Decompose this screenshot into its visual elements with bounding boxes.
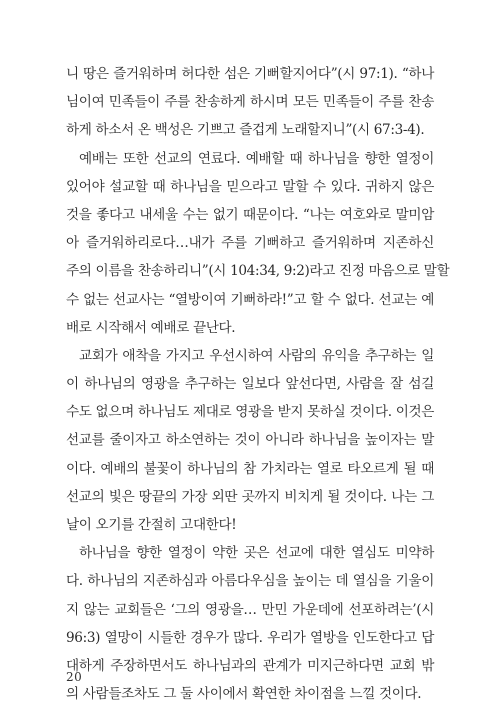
text-line: 대하게 주장하면서도 하나님과의 관계가 미지근하다면 교회 밖 — [66, 657, 434, 674]
text-line: 수 없는 선교사는 “열방이여 기뻐하라!”고 할 수 없다. 선교는 예 — [66, 291, 434, 308]
text-line: 아 즐거워하리로다…내가 주를 기뻐하고 즐거워하며 지존하신 — [66, 235, 434, 252]
text-line: 예배는 또한 선교의 연료다. 예배할 때 하나님을 향한 열정이 — [79, 150, 434, 167]
text-line: 다. 하나님의 지존하심과 아름다우심을 높이는 데 열심을 기울이 — [66, 573, 434, 590]
text-line: 교회가 애착을 가지고 우선시하여 사람의 유익을 추구하는 일 — [79, 347, 434, 364]
text-line: 날이 오기를 간절히 고대한다! — [66, 517, 237, 533]
text-line: 있어야 설교할 때 하나님을 믿으라고 말할 수 있다. 귀하지 않은 — [66, 178, 434, 195]
text-line: 주의 이름을 찬송하리니”(시 104:34, 9:2)라고 진정 마음으로 말할 — [66, 263, 450, 280]
text-line: 이다. 예배의 불꽃이 하나님의 참 가치라는 열로 타오르게 될 때 — [66, 460, 434, 477]
body-text — [66, 60, 450, 708]
text-line: 것을 좋다고 내세울 수는 없기 때문이다. “나는 여호와로 말미암 — [66, 206, 434, 223]
text-line: 님이여 민족들이 주를 찬송하게 하시며 모든 민족들이 주를 찬송 — [66, 94, 434, 111]
text-line: 하나님을 향한 열정이 약한 곳은 선교에 대한 열심도 미약하 — [79, 545, 434, 562]
text-line: 선교의 빛은 땅끝의 가장 외딴 곳까지 비치게 될 것이다. 나는 그 — [66, 488, 434, 505]
text-line: 하게 하소서 온 백성은 기쁘고 즐겁게 노래할지니”(시 67:3-4). — [66, 122, 425, 139]
text-line: 배로 시작해서 예배로 끝난다. — [66, 319, 236, 336]
text-line: 니 땅은 즐거워하며 허다한 섬은 기뻐할지어다”(시 97:1). “하나 — [66, 66, 434, 82]
text-line: 의 사람들조차도 그 둘 사이에서 확연한 차이점을 느낄 것이다. — [66, 686, 422, 703]
text-line: 96:3) 열망이 시들한 경우가 많다. 우리가 열방을 인도한다고 답 — [66, 629, 434, 646]
text-line: 선교를 줄이자고 하소연하는 것이 아니라 하나님을 높이자는 말 — [66, 432, 434, 449]
page-number: 20 — [66, 670, 83, 684]
text-line: 수도 없으며 하나님도 제대로 영광을 받지 못하실 것이다. 이것은 — [66, 404, 435, 421]
text-line: 지 않는 교회들은 ‘그의 영광을… 만민 가운데에 선포하려는’(시 — [66, 601, 434, 618]
text-line: 이 하나님의 영광을 추구하는 일보다 앞선다면, 사람을 잘 섬길 — [66, 376, 434, 393]
